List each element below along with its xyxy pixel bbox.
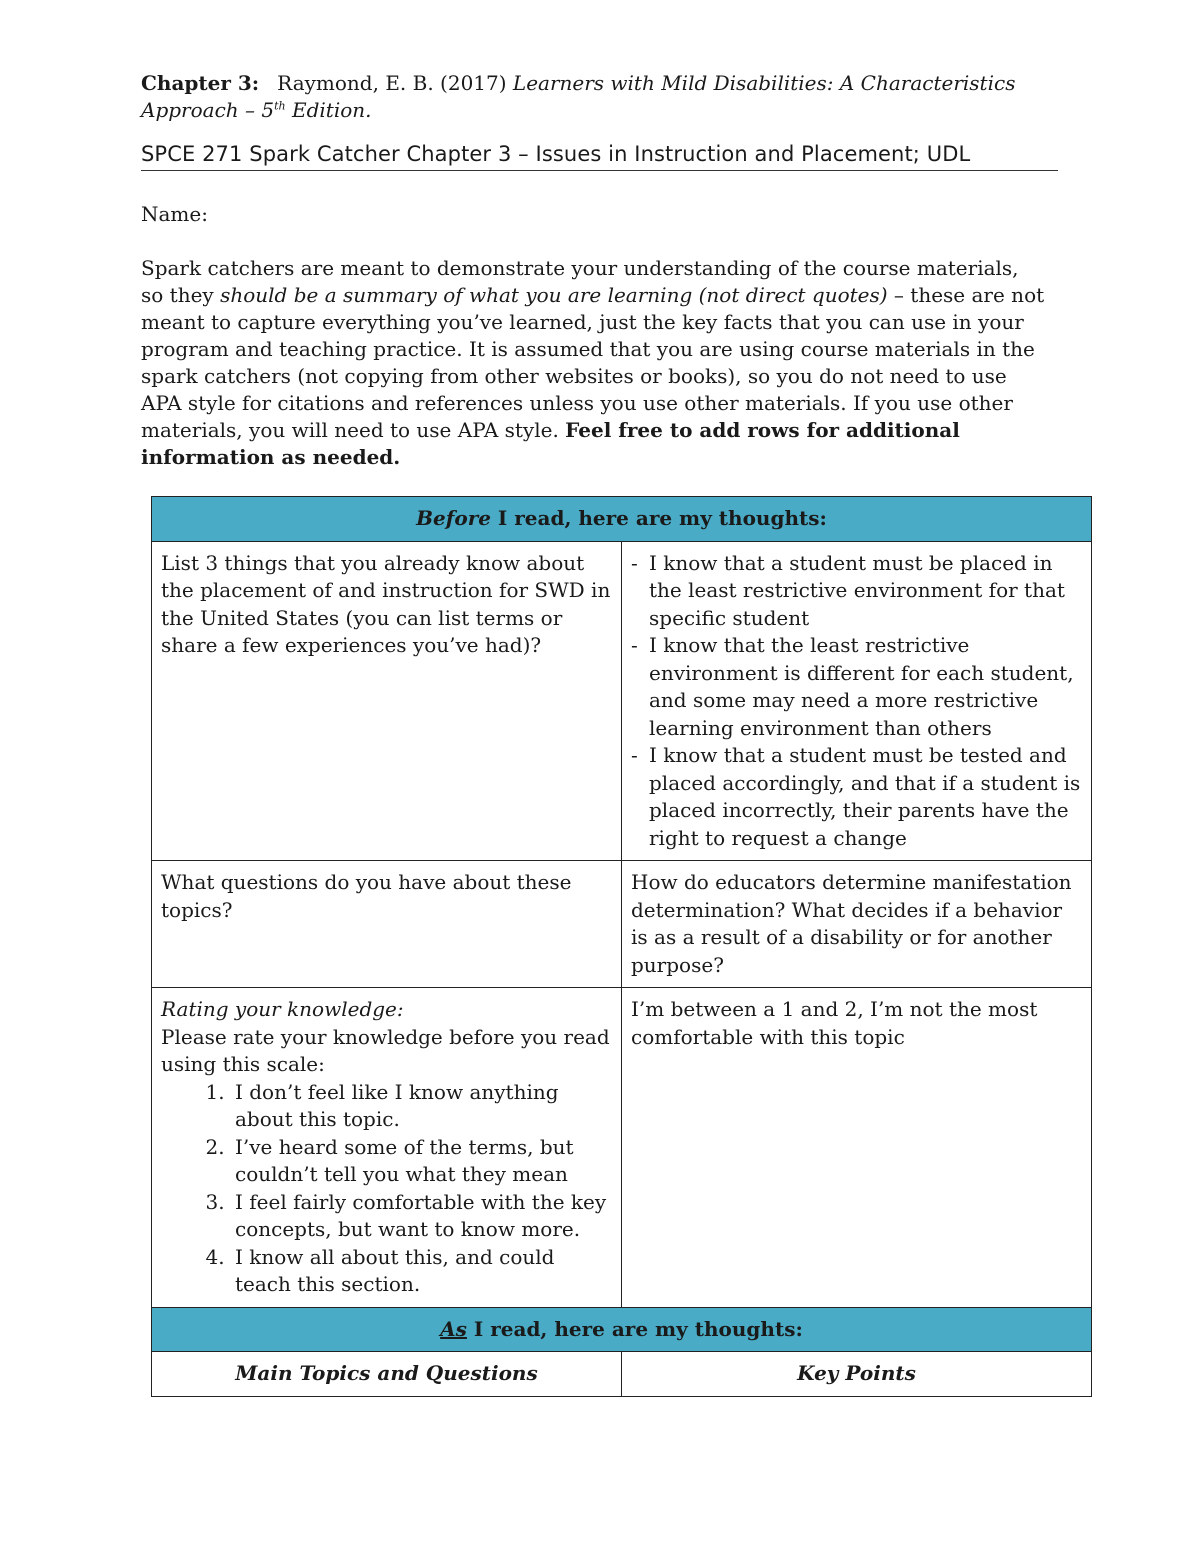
rating-instructions: Please rate your knowledge before you read using this scale: — [161, 1024, 610, 1076]
column-header-key-points: Key Points — [622, 1352, 1092, 1397]
intro-italic: should be a summary of what you are learning (not direct quotes) — [220, 283, 888, 307]
prompt-cell: List 3 things that you already know about the placement of and instruction for SWD in the United States (you can list terms or share a few experiences you’ve had)? — [152, 541, 622, 861]
table-row — [152, 988, 1092, 1308]
document-page — [141, 70, 1091, 471]
rating-scale-list — [161, 1079, 612, 1299]
citation-author: Raymond, E. B. (2017) — [277, 71, 507, 95]
chapter-label: Chapter 3: — [141, 71, 260, 95]
before-header-row — [152, 497, 1092, 542]
as-column-headers — [152, 1352, 1092, 1397]
table-row — [152, 541, 1092, 861]
before-header: Before I read, here are my thoughts: — [152, 497, 1092, 542]
table-row — [152, 861, 1092, 988]
list-item: 3. I feel fairly comfortable with the key concepts, but want to know more. — [231, 1189, 612, 1244]
citation — [141, 70, 1091, 124]
list-item: 4. I know all about this, and could teach this section. — [231, 1244, 612, 1299]
list-item: - I know that a student must be tested and placed accordingly, and that if a student is placed incorrectly, their parents have the right to request a change — [631, 742, 1082, 852]
as-header-row — [152, 1307, 1092, 1352]
answer-cell[interactable] — [622, 541, 1092, 861]
column-header-main-topics: Main Topics and Questions — [152, 1352, 622, 1397]
answer-cell[interactable]: How do educators determine manifestation determination? What decides if a behavior is as a result of a disability or for another purpose? — [622, 861, 1092, 988]
list-item: - I know that the least restrictive environment is different for each student, and some may need a more restrictive learning environment than others — [631, 632, 1082, 742]
list-item: 2. I’ve heard some of the terms, but couldn’t tell you what they mean — [231, 1134, 612, 1189]
known-facts-list — [631, 550, 1082, 853]
intro-paragraph: Spark catchers are meant to demonstrate your understanding of the course materials, so they should be a summary of what you are learning (not direct quotes) – these are not meant to capture everything you’ve learned, just the key facts that you can use in your program and teaching practice. It is assumed that you are using course materials in the spark catchers (not copying from other websites or books), so you do not need to use APA style for citations and references unless you use other materials. If you use other materials, you will need to use APA style. Feel free to add rows for additional information as needed. — [141, 256, 1045, 469]
list-item: - I know that a student must be placed in the least restrictive environment for that specific student — [631, 550, 1082, 633]
name-label: Name: — [141, 202, 208, 226]
course-title: SPCE 271 Spark Catcher Chapter 3 – Issues in Instruction and Placement; UDL — [141, 141, 1058, 171]
citation-book-title: Learners with Mild Disabilities: A Characteristics Approach – 5th Edition. — [141, 71, 1016, 122]
answer-cell[interactable]: I’m between a 1 and 2, I’m not the most comfortable with this topic — [622, 988, 1092, 1308]
prompt-cell: What questions do you have about these topics? — [152, 861, 622, 988]
prompt-cell — [152, 988, 622, 1308]
as-header: As I read, here are my thoughts: — [152, 1307, 1092, 1352]
rating-heading: Rating your knowledge: — [161, 997, 404, 1021]
spark-catcher-table — [151, 496, 1092, 1397]
list-item: 1. I don’t feel like I know anything about this topic. — [231, 1079, 612, 1134]
intro-bold: Feel free to add rows for additional information as needed. — [141, 418, 960, 469]
